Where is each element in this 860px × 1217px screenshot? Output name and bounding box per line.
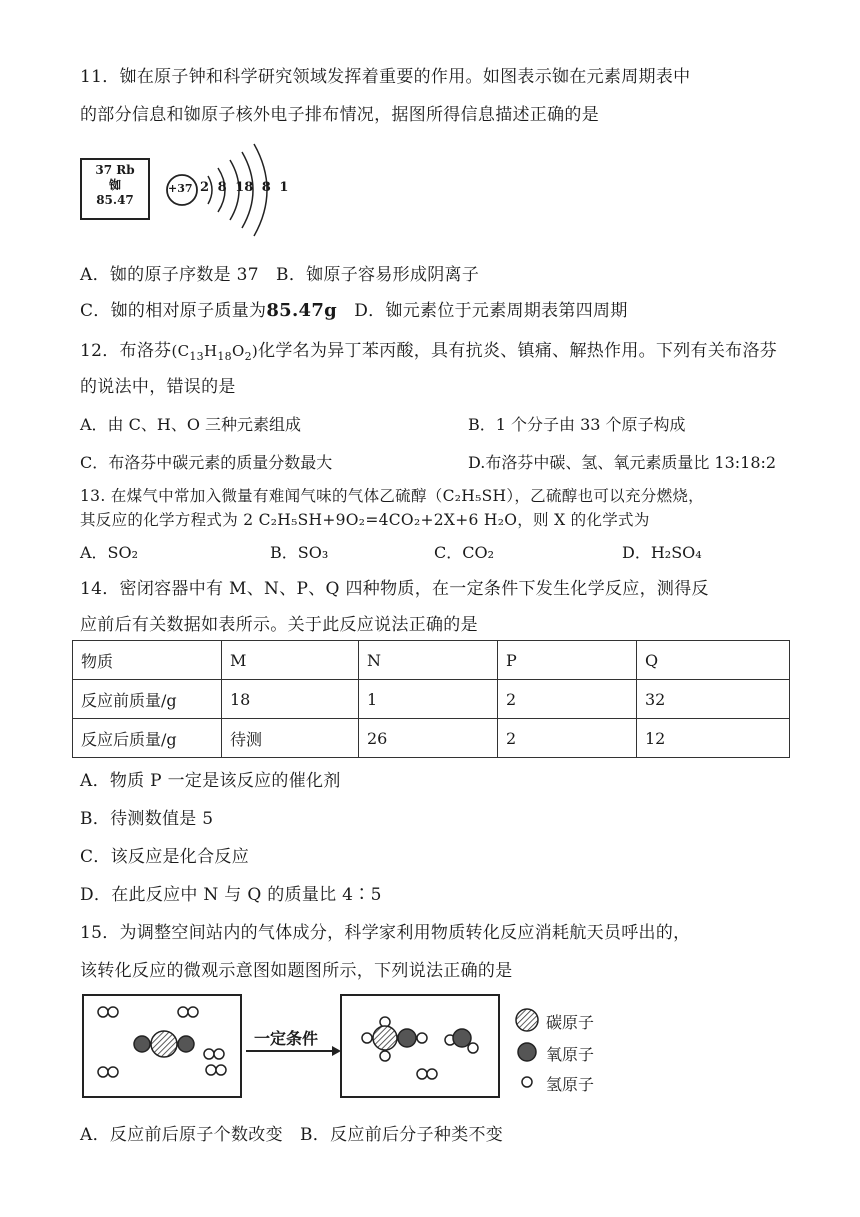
before-molecules (82, 994, 242, 1098)
q11-option-b: B．铷原子容易形成阴离子 (276, 265, 480, 285)
q13-option-b: B．SO₃ (270, 543, 329, 562)
element-name: 铷 (108, 178, 121, 192)
table-cell: 2 (498, 719, 637, 758)
q14-option-d: D．在此反应中 N 与 Q 的质量比 4∶5 (80, 885, 382, 905)
element-mass: 85.47 (96, 193, 134, 207)
methane-molecule (362, 1017, 397, 1061)
q14-option-b: B．待测数值是 5 (80, 809, 214, 829)
arrow-label: 一定条件 (254, 1029, 319, 1048)
table-row (73, 680, 790, 719)
hydrogen-molecule (98, 1067, 118, 1077)
element-symbol: 37 Rb (95, 163, 135, 177)
q13-option-c: C．CO₂ (434, 543, 495, 562)
carbon-atom-symbol (516, 1009, 538, 1031)
q11-option-c: C．铷的相对原子质量为 (80, 301, 267, 321)
q13-option-d: D．H₂SO₄ (622, 543, 702, 562)
table-header-cell: P (498, 641, 637, 680)
q13-stem-line1: 13. 在煤气中常加入微量有难闻气味的气体乙硫醇（C₂H₅SH），乙硫醇也可以充分燃烧， (80, 487, 704, 505)
q12-stem-line1: 12．布洛芬$(C_{13}H_{18}O_2)$化学名为异丁苯丙酸，具有抗炎、镇痛、解热作用。下列有关布洛芬 (80, 341, 778, 363)
q11-options-ab (80, 260, 479, 285)
q14-stem-line2: 应前后有关数据如表所示。关于此反应说法正确的是 (80, 615, 478, 635)
table-cell: 32 (637, 680, 790, 719)
q15-option-b: B．反应前后分子种类不变 (300, 1125, 504, 1145)
table-cell: 1 (359, 680, 498, 719)
table-header-cell: 物质 (73, 641, 222, 680)
q14-stem-line1: 14．密闭容器中有 M、N、P、Q 四种物质，在一定条件下发生化学反应，测得反 (80, 579, 709, 599)
q11-stem-line2: 的部分信息和铷原子核外电子排布情况，据图所得信息描述正确的是 (80, 105, 599, 125)
legend-carbon-label: 碳原子 (546, 1013, 595, 1032)
q15-stem-line2: 该转化反应的微观示意图如题图所示，下列说法正确的是 (80, 961, 513, 981)
table-cell: 18 (222, 680, 359, 719)
after-molecules (340, 994, 500, 1098)
q12-option-b: B．1 个分子由 33 个原子构成 (468, 415, 686, 434)
co2-molecule (134, 1031, 194, 1057)
legend-symbols (512, 1006, 542, 1096)
oxygen-atom-symbol (518, 1043, 536, 1061)
electron-shells: 2 8 18 8 1 (200, 180, 289, 195)
hydrogen-molecule (98, 1007, 118, 1017)
table-cell: 26 (359, 719, 498, 758)
table-header-cell: N (359, 641, 498, 680)
table-header-row (73, 641, 790, 680)
mass-data-table (72, 640, 790, 758)
q11-stem-line1: 11．铷在原子钟和科学研究领域发挥着重要的作用。如图表示铷在元素周期表中 (80, 67, 691, 87)
hydrogen-molecule (206, 1065, 226, 1075)
q12-option-c: C．布洛芬中碳元素的质量分数最大 (80, 453, 333, 472)
table-row (73, 719, 790, 758)
q11-option-c-value: 85.47g (266, 300, 338, 321)
q11-option-d: D．铷元素位于元素周期表第四周期 (354, 301, 628, 321)
q12-stem-line2: 的说法中，错误的是 (80, 377, 236, 397)
legend-hydrogen-label: 氢原子 (546, 1075, 595, 1094)
hydrogen-molecule (204, 1049, 224, 1059)
q15-options-ab (80, 1120, 503, 1145)
water-molecule (398, 1029, 427, 1047)
nucleus-charge: +37 (168, 182, 193, 195)
table-header-cell: Q (637, 641, 790, 680)
table-cell: 12 (637, 719, 790, 758)
hydrogen-molecule (417, 1069, 437, 1079)
hydrogen-molecule (178, 1007, 198, 1017)
q15-stem-line1: 15．为调整空间站内的气体成分，科学家利用物质转化反应消耗航天员呼出的， (80, 923, 691, 943)
reaction-arrow (244, 1044, 342, 1058)
q12-option-d: D.布洛芬中碳、氢、氧元素质量比 13:18:2 (468, 453, 777, 472)
table-cell: 反应前质量/g (73, 680, 222, 719)
rubidium-element-card (80, 158, 150, 220)
q14-option-a: A．物质 P 一定是该反应的催化剂 (80, 771, 341, 791)
q11-option-a: A．铷的原子序数是 37 (80, 265, 259, 285)
table-header-cell: M (222, 641, 359, 680)
table-cell: 2 (498, 680, 637, 719)
q14-option-c: C．该反应是化合反应 (80, 847, 250, 867)
q12-option-a: A．由 C、H、O 三种元素组成 (80, 415, 302, 434)
q13-stem-line2: 其反应的化学方程式为 2 C₂H₅SH+9O₂=4CO₂+2X+6 H₂O，则 X 的化学式为 (80, 511, 650, 529)
water-molecule (445, 1029, 478, 1053)
ibuprofen-formula: $(C_{13}H_{18}O_2)$ (171, 342, 259, 363)
q15-option-a: A．反应前后原子个数改变 (80, 1125, 283, 1145)
hydrogen-atom-symbol (522, 1077, 532, 1087)
q13-option-a: A．SO₂ (80, 543, 139, 562)
table-cell: 待测 (222, 719, 359, 758)
q11-options-cd (80, 296, 628, 321)
table-cell: 反应后质量/g (73, 719, 222, 758)
legend-oxygen-label: 氧原子 (546, 1045, 595, 1064)
